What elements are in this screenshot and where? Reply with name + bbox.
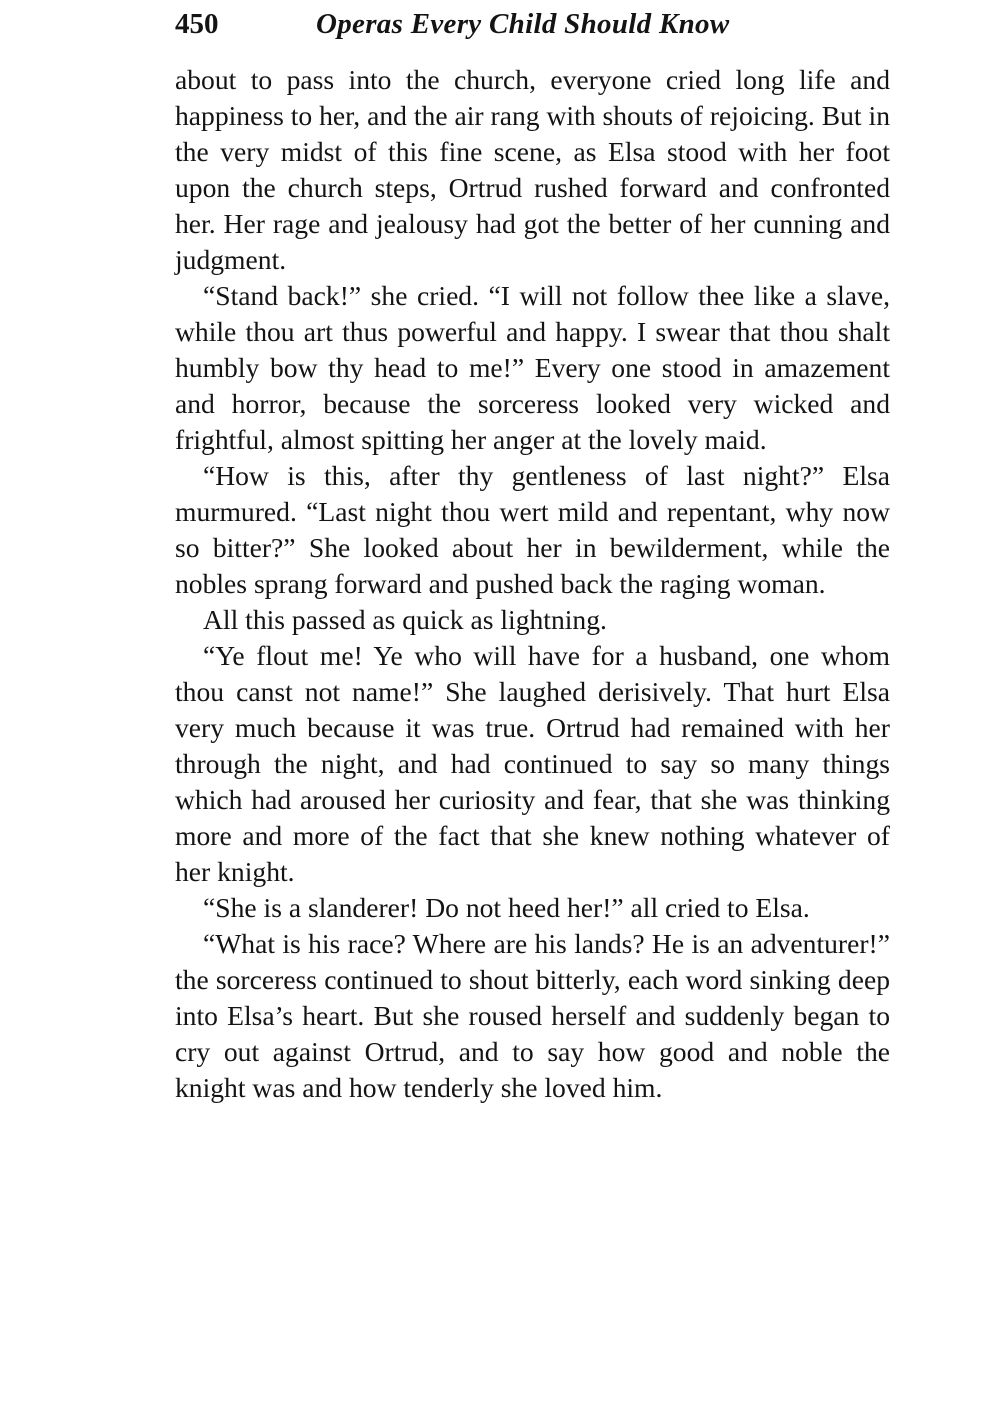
paragraph: “She is a slanderer! Do not heed her!” all cried to Elsa. <box>203 892 810 923</box>
running-head <box>175 4 890 44</box>
book-title: Operas Every Child Should Know <box>316 8 730 40</box>
book-page <box>175 0 890 1428</box>
paragraph: “What is his race? Where are his lands? He is an adventurer!” the sorceress continued to shout bitterly, each word sinking deep into Elsa’s heart. But she roused herself and suddenly began to cry out against Ortrud, and to say how good and noble the knight was and how tenderly she loved him. <box>175 928 890 1103</box>
paragraph: about to pass into the church, everyone cried long life and happiness to her, and the air rang with shouts of rejoicing. But in the very midst of this fine scene, as Elsa stood with her foot upon the church steps, Ortrud rushed forward and confronted her. Her rage and jealousy had got the better of her cunning and judgment. <box>175 64 890 275</box>
paragraph: “Ye flout me! Ye who will have for a husband, one whom thou canst not name!” She laughed derisively. That hurt Elsa very much because it was true. Ortrud had remained with her through the night, and had continued to say so many things which had aroused her curiosity and fear, that she was thinking more and more of the fact that she knew nothing whatever of her knight. <box>175 640 890 887</box>
paragraph: “Stand back!” she cried. “I will not follow thee like a slave, while thou art thus powerful and happy. I swear that thou shalt humbly bow thy head to me!” Every one stood in amazement and horror, because the sorceress looked very wicked and frightful, almost spitting her anger at the lovely maid. <box>175 280 890 455</box>
paragraph: “How is this, after thy gentleness of last night?” Elsa murmured. “Last night thou wert mild and repentant, why now so bitter?” She looked about her in bewilderment, while the nobles sprang forward and pushed back the raging woman. <box>175 460 890 599</box>
body-text <box>175 62 890 1106</box>
paragraph: All this passed as quick as lightning. <box>203 604 607 635</box>
page-number: 450 <box>175 8 219 40</box>
